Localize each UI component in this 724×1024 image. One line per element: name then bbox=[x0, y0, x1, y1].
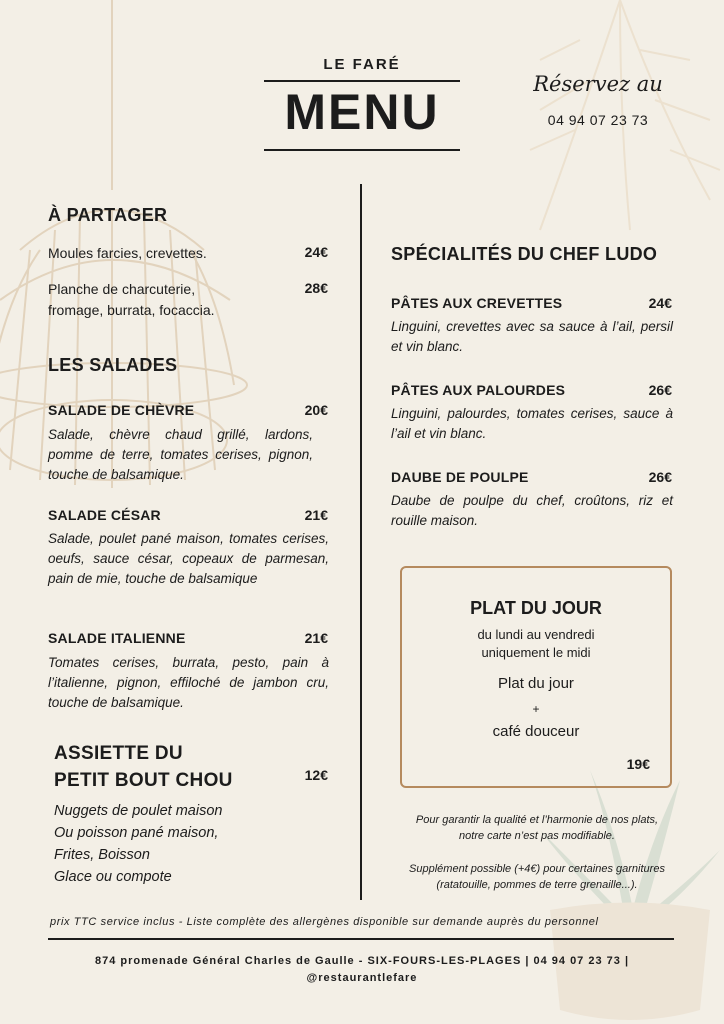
item-moules-name: Moules farcies, crevettes. bbox=[48, 245, 207, 261]
daube-poulpe-desc: Daube de poulpe du chef, croûtons, riz et rouille maison. bbox=[391, 493, 673, 528]
plat-du-jour-item: Plat du jour bbox=[498, 675, 574, 692]
plat-du-jour-plus: + bbox=[532, 702, 540, 716]
daube-poulpe-name: DAUBE DE POULPE bbox=[391, 469, 529, 485]
pates-crevettes-price: 24€ bbox=[648, 295, 672, 311]
kids-price: 12€ bbox=[304, 767, 328, 783]
salade-chevre-desc: Salade, chèvre chaud grillé, lardons, pomme de terre, tomates cerises, pignon, touche de balsamique. bbox=[48, 427, 313, 482]
salade-chevre-price: 20€ bbox=[304, 402, 328, 418]
pates-palourdes-desc: Linguini, palourdes, tomates cerises, sauce à l’ail et vin blanc. bbox=[391, 406, 673, 441]
pates-palourdes-price: 26€ bbox=[648, 382, 672, 398]
item-planche-name-line1: Planche de charcuterie, bbox=[48, 281, 196, 297]
salade-italienne-desc: Tomates cerises, burrata, pesto, pain à l’italienne, pignon, effiloché de jambon cru, touche de balsamique. bbox=[48, 655, 329, 710]
salade-cesar-desc: Salade, poulet pané maison, tomates cerises, oeufs, sauce césar, copeaux de parmesan, pain de mie, touche de balsamique bbox=[48, 531, 329, 586]
note-supplement-line2: (ratatouille, pommes de terre grenaille...). bbox=[436, 879, 638, 891]
footer-rule bbox=[48, 938, 674, 940]
column-divider bbox=[360, 184, 362, 900]
plat-du-jour-price: 19€ bbox=[626, 756, 650, 772]
title-bottom-rule bbox=[264, 149, 460, 151]
kids-line-3: Frites, Boisson bbox=[54, 847, 150, 863]
pates-crevettes-name: PÂTES AUX CREVETTES bbox=[391, 295, 563, 311]
potted-plant-illustration bbox=[530, 770, 724, 1024]
reservation-label: Réservez au bbox=[533, 72, 663, 96]
kids-title-line2: PETIT BOUT CHOU bbox=[54, 770, 233, 791]
salade-italienne-price: 21€ bbox=[304, 630, 328, 646]
salade-chevre-name: SALADE DE CHÈVRE bbox=[48, 402, 195, 418]
footer-instagram: @restaurantlefare bbox=[306, 972, 418, 984]
note-quality-line2: notre carte n’est pas modifiable. bbox=[459, 830, 615, 842]
menu-title: MENU bbox=[284, 84, 440, 140]
item-planche-price: 28€ bbox=[304, 280, 328, 296]
kids-line-2: Ou poisson pané maison, bbox=[54, 825, 219, 841]
daube-poulpe-price: 26€ bbox=[648, 469, 672, 485]
reservation-phone: 04 94 07 23 73 bbox=[547, 112, 649, 128]
salade-italienne-name: SALADE ITALIENNE bbox=[48, 630, 186, 646]
plat-du-jour-title: PLAT DU JOUR bbox=[470, 598, 602, 618]
item-planche-name-line2: fromage, burrata, focaccia. bbox=[48, 302, 215, 318]
pates-palourdes-name: PÂTES AUX PALOURDES bbox=[391, 382, 566, 398]
salade-cesar-price: 21€ bbox=[304, 507, 328, 523]
kids-line-1: Nuggets de poulet maison bbox=[54, 803, 223, 819]
restaurant-name: LE FARÉ bbox=[323, 56, 401, 73]
kids-title-line1: ASSIETTE DU bbox=[54, 743, 183, 764]
footer-address: 874 promenade Général Charles de Gaulle - SIX-FOURS-LES-PLAGES | 04 94 07 23 73 | bbox=[94, 955, 630, 967]
kids-line-4: Glace ou compote bbox=[54, 869, 172, 885]
pates-crevettes-desc: Linguini, crevettes avec sa sauce à l’ail, persil et vin blanc. bbox=[391, 319, 673, 354]
section-title-salades: LES SALADES bbox=[48, 355, 178, 375]
plat-du-jour-cafe: café douceur bbox=[492, 723, 580, 740]
section-title-partager: À PARTAGER bbox=[48, 205, 168, 225]
footer-tax-allergen-note: prix TTC service inclus - Liste complète des allergènes disponible sur demande auprès du personnel bbox=[50, 916, 599, 928]
section-title-chef: SPÉCIALITÉS DU CHEF LUDO bbox=[391, 244, 658, 264]
item-moules-price: 24€ bbox=[304, 244, 328, 260]
plat-du-jour-time: uniquement le midi bbox=[481, 645, 591, 660]
note-quality-line1: Pour garantir la qualité et l’harmonie de nos plats, bbox=[415, 814, 659, 826]
note-supplement-line1: Supplément possible (+4€) pour certaines garnitures bbox=[409, 863, 665, 875]
salade-cesar-name: SALADE CÉSAR bbox=[48, 507, 161, 523]
plat-du-jour-days: du lundi au vendredi bbox=[477, 627, 595, 642]
